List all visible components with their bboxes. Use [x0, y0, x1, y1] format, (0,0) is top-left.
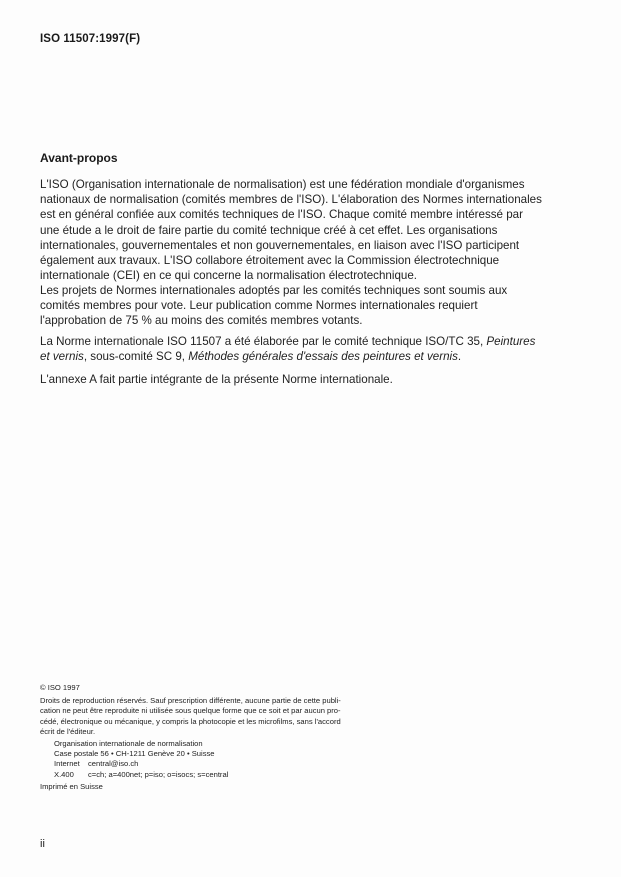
- foreword-paragraph-4: [40, 372, 580, 387]
- copyright-footer: [40, 683, 400, 792]
- rights-line: Droits de reproduction réservés. Sauf prescription différente, aucune partie de cette publi-: [40, 696, 341, 706]
- committee-title-italic: Peintures: [486, 335, 536, 348]
- rights-statement: [40, 696, 400, 737]
- document-reference: ISO 11507:1997(F): [40, 33, 141, 45]
- rights-line: cédé, électronique ou mécanique, y compris la photocopie et les microfilms, sans l'accord: [40, 716, 341, 726]
- paragraph-line: est en général confiée aux comités techniques de l'ISO. Chaque comité membre intéressé par: [40, 208, 523, 222]
- paragraph-line: une étude a le droit de faire partie du comité technique créé à cet effet. Les organisations: [40, 223, 498, 237]
- org-postal-address: Case postale 56 • CH-1211 Genève 20 • Suisse: [54, 749, 215, 759]
- foreword-paragraph-3: [40, 334, 580, 364]
- page-number: ii: [40, 838, 45, 850]
- committee-title-italic: et vernis: [40, 350, 84, 364]
- rights-line: écrit de l'éditeur.: [40, 726, 96, 736]
- publisher-address: [40, 739, 400, 780]
- paragraph-line: comités membres pour vote. Leur publication comme Normes internationales requiert: [40, 299, 478, 313]
- internet-value: central@iso.ch: [88, 759, 139, 769]
- x400-row: [54, 770, 400, 780]
- paragraph-line: [40, 349, 580, 364]
- internet-row: [54, 759, 400, 769]
- copyright-notice: © ISO 1997: [40, 683, 80, 692]
- internet-label: Internet: [54, 759, 80, 769]
- paragraph-line: internationales, gouvernementales et non gouvernementales, en liaison avec l'ISO participent: [40, 238, 520, 252]
- paragraph-line: L'ISO (Organisation internationale de normalisation) est une fédération mondiale d'organismes: [40, 178, 525, 191]
- text-run: , sous-comité SC 9,: [83, 350, 189, 364]
- rights-line: cation ne peut être reproduite ni utilisée sous quelque forme que ce soit et par aucun pro-: [40, 706, 341, 716]
- paragraph-line: également aux travaux. L'ISO collabore étroitement avec la Commission électrotechnique: [40, 254, 500, 268]
- x400-label: X.400: [54, 769, 74, 779]
- text-run: .: [457, 350, 462, 364]
- paragraph-line: internationale (CEI) en ce qui concerne la normalisation électrotechnique.: [40, 269, 418, 283]
- foreword-paragraph-1: [40, 177, 580, 283]
- paragraph-line: [40, 334, 580, 349]
- subcommittee-title-italic: Méthodes générales d'essais des peintures et vernis: [188, 350, 458, 364]
- x400-value: c=ch; a=400net; p=iso; o=isocs; s=central: [88, 769, 229, 779]
- section-title: Avant-propos: [40, 151, 118, 165]
- org-name: Organisation internationale de normalisation: [54, 739, 203, 749]
- paragraph-line: l'approbation de 75 % au moins des comités membres votants.: [40, 314, 363, 328]
- paragraph-line: Les projets de Normes internationales adoptés par les comités techniques sont soumis aux: [40, 284, 508, 297]
- foreword-paragraph-2: [40, 283, 580, 329]
- printed-in: Imprimé en Suisse: [40, 781, 103, 791]
- text-run: La Norme internationale ISO 11507 a été élaborée par le comité technique ISO/TC 35,: [40, 335, 487, 348]
- paragraph-line: L'annexe A fait partie intégrante de la présente Norme internationale.: [40, 373, 393, 386]
- paragraph-line: nationaux de normalisation (comités membres de l'ISO). L'élaboration des Normes internationales: [40, 193, 542, 207]
